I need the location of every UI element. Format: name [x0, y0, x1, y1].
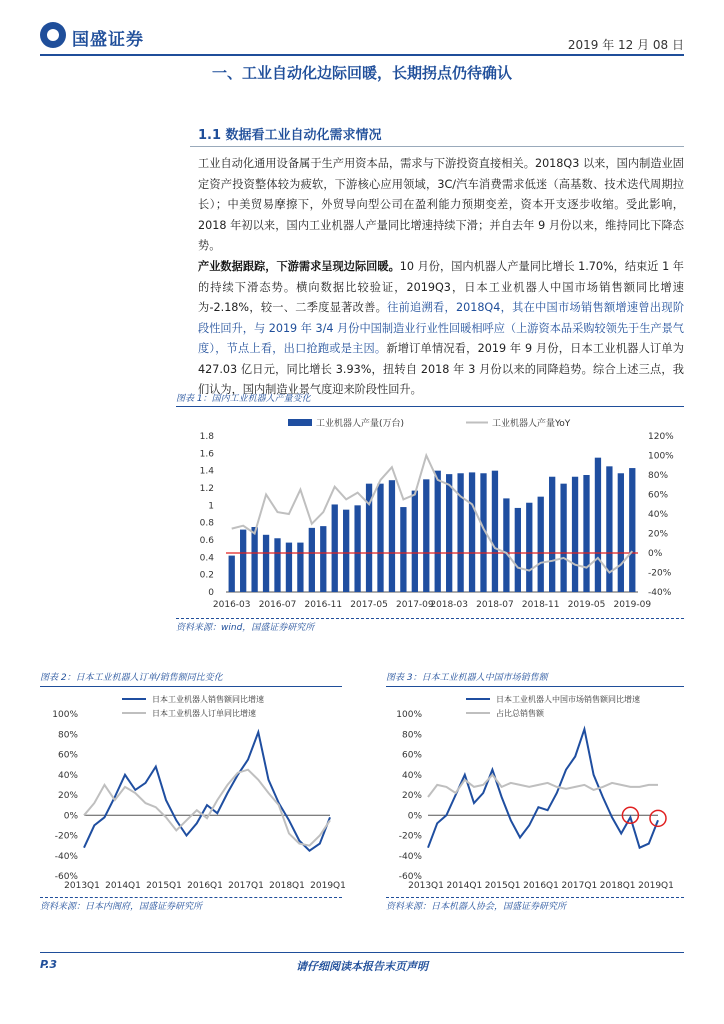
bar	[618, 473, 624, 592]
x-tick-label: 2017-05	[350, 600, 388, 610]
header-divider	[40, 54, 684, 56]
y-tick-label: -60%	[54, 872, 78, 882]
x-tick-label: 2018-07	[476, 600, 514, 610]
x-tick-label: 2013Q1	[64, 881, 100, 891]
x-tick-label: 2015Q1	[146, 881, 182, 891]
x-tick-label: 2016-11	[304, 600, 343, 610]
bar	[457, 473, 463, 592]
paragraph-2	[198, 257, 684, 401]
bar	[343, 510, 349, 592]
bar	[526, 503, 532, 592]
x-tick-label: 2018Q1	[599, 881, 636, 891]
y-left-tick-label: 0.6	[199, 536, 214, 546]
x-tick-label: 2016Q1	[523, 881, 559, 891]
x-tick-label: 2014Q1	[105, 881, 141, 891]
x-tick-label: 2017Q1	[228, 881, 264, 891]
bar	[629, 468, 635, 592]
y-left-tick-label: 1.4	[199, 466, 214, 477]
y-right-tick-label: 40%	[648, 510, 669, 520]
y-left-tick-label: 1.8	[199, 432, 214, 442]
fig2-chart	[40, 688, 346, 896]
fig3-source: 资料来源：日本机器人协会，国盛证券研究所	[386, 902, 567, 912]
bar	[377, 484, 383, 592]
series-line-2	[84, 770, 330, 846]
y-tick-label: 20%	[401, 791, 422, 801]
y-tick-label: -40%	[398, 851, 422, 862]
y-left-tick-label: 0.2	[199, 570, 214, 581]
bar	[354, 505, 360, 592]
y-tick-label: 40%	[401, 770, 422, 781]
bar	[583, 475, 589, 592]
y-tick-label: 0%	[63, 811, 78, 822]
x-tick-label: 2017-09	[396, 600, 434, 610]
fig3-chart	[386, 688, 684, 896]
highlight-circle	[650, 810, 666, 826]
legend-bar-label: 工业机器人产量(万台)	[316, 419, 405, 429]
bar	[400, 507, 406, 592]
y-tick-label: 100%	[396, 710, 422, 720]
bar	[309, 528, 315, 592]
footer-divider	[40, 952, 684, 953]
y-tick-label: 20%	[57, 791, 78, 801]
x-tick-label: 2016-07	[258, 600, 297, 610]
company-logo	[40, 20, 160, 52]
fig1-source: 资料来源：wind，国盛证券研究所	[176, 623, 315, 633]
x-tick-label: 2015Q1	[484, 881, 521, 891]
y-right-tick-label: -40%	[648, 588, 672, 598]
fig3-top-line	[386, 686, 684, 687]
bar	[229, 556, 235, 592]
y-left-tick-label: 1	[208, 501, 214, 512]
bar	[538, 497, 544, 592]
y-left-tick-label: 0.4	[199, 553, 214, 564]
bar	[423, 479, 429, 592]
bar	[286, 543, 292, 592]
fig3-bottom-line	[386, 897, 684, 898]
page-number: P.3	[40, 958, 58, 971]
y-tick-label: 80%	[57, 730, 78, 741]
x-tick-label: 2016-03	[212, 600, 251, 610]
y-tick-label: 60%	[401, 750, 422, 761]
bar	[549, 477, 555, 592]
fig2-title: 图表 2：日本工业机器人订单/销售额同比变化	[40, 673, 223, 683]
y-right-tick-label: 60%	[648, 490, 669, 501]
bar	[332, 504, 338, 592]
bar	[297, 543, 303, 592]
y-tick-label: 60%	[57, 750, 78, 761]
paragraph-2-part3: 新增订单情况看，2019 年 9 月份，日本工业机器人订单为 427.03 亿日元，同比增长 3.93%，扭转自 2018 年 3 月份以来的同降趋势。综合上述三点，我们认为，国内制造业景气度迎来阶段性回升。	[198, 342, 684, 396]
y-left-tick-label: 0.8	[199, 518, 214, 529]
bar	[389, 480, 395, 592]
y-right-tick-label: 120%	[648, 432, 674, 442]
y-left-tick-label: 0	[208, 588, 214, 598]
series-line-1	[428, 729, 658, 848]
y-right-tick-label: 80%	[648, 471, 669, 481]
x-tick-label: 2019Q1	[638, 881, 674, 891]
paragraph-2-lead: 产业数据跟踪，下游需求呈现边际回暖。	[198, 260, 400, 273]
legend-label-1: 日本工业机器人销售额同比增速	[152, 695, 264, 704]
fig1-chart	[176, 410, 684, 618]
bar	[560, 484, 566, 592]
y-tick-label: -20%	[54, 831, 78, 842]
legend-line-label: 工业机器人产量YoY	[492, 419, 571, 429]
y-right-tick-label: -20%	[648, 568, 672, 579]
paragraph-1: 工业自动化通用设备属于生产用资本品，需求与下游投资直接相关。2018Q3 以来，国内制造业固定资产投资整体较为疲软，下游核心应用领域，3C/汽车消费需求低迷（高基数、技术迭代周期拉长）；中美贸易摩擦下，外贸导向型公司在盈利能力预期变差，资本开支逐步收缩。受此影响，2018 年初以来，国内工业机器人产量同比增速持续下滑；并自去年 9 月份以来，维持同比下降态势。	[198, 157, 684, 252]
x-tick-label: 2018-11	[521, 600, 560, 610]
bar	[503, 498, 509, 592]
report-date: 2019 年 12 月 08 日	[567, 38, 684, 52]
section-title: 一、工业自动化边际回暖，长期拐点仍待确认	[211, 64, 512, 82]
bar	[446, 474, 452, 592]
bar	[595, 458, 601, 592]
y-left-tick-label: 1.2	[199, 484, 214, 494]
legend-label-1: 日本工业机器人中国市场销售额同比增速	[496, 695, 640, 704]
x-tick-label: 2016Q1	[187, 881, 223, 891]
bar	[274, 538, 280, 592]
x-tick-label: 2018Q1	[269, 881, 305, 891]
fig1-title: 图表 1：国内工业机器人产量变化	[176, 394, 311, 404]
paragraph-2-part2: 往前追溯看，2018Q4，其在中国市场销售额增速曾出现阶段性回升，与 2019 年 3/4 月份中国制造业行业性回暖相呼应（上游资本品采购较领先于生产景气度），节点上看，出口抢跑或是主因。	[198, 301, 685, 355]
legend-bar-swatch	[288, 419, 312, 426]
x-tick-label: 2019-05	[567, 600, 606, 610]
bar	[572, 477, 578, 592]
bar	[263, 535, 269, 592]
y-left-tick-label: 1.6	[199, 449, 214, 460]
fig1-top-line	[176, 406, 684, 407]
bar	[320, 526, 326, 592]
y-right-tick-label: 0%	[648, 549, 663, 559]
y-tick-label: 80%	[401, 730, 422, 741]
bar	[492, 471, 498, 592]
x-tick-label: 2019Q1	[310, 881, 346, 891]
subsection-title: 1.1 数据看工业自动化需求情况	[198, 128, 382, 143]
x-tick-label: 2017Q1	[561, 881, 598, 891]
y-tick-label: -60%	[398, 872, 422, 882]
fig2-top-line	[40, 686, 342, 687]
x-tick-label: 2018-03	[430, 600, 468, 610]
y-tick-label: -40%	[54, 851, 78, 862]
y-tick-label: 100%	[52, 710, 78, 720]
fig2-bottom-line	[40, 897, 342, 898]
legend-label-2: 日本工业机器人订单同比增速	[152, 709, 256, 718]
logo-icon	[40, 22, 66, 48]
y-right-tick-label: 100%	[648, 451, 674, 462]
footer-disclaimer: 请仔细阅读本报告末页声明	[296, 960, 428, 973]
x-tick-label: 2014Q1	[446, 881, 483, 891]
fig1-bottom-line	[176, 618, 684, 619]
legend-label-2: 占比总销售额	[496, 709, 544, 718]
y-tick-label: -20%	[398, 831, 422, 842]
bar	[240, 530, 246, 592]
x-tick-label: 2013Q1	[408, 881, 444, 891]
paragraph-2-part1: 10 月份，国内机器人产量同比增长 1.70%，结束近 1 年的持续下滑态势。横向数据比较验证，2019Q3，日本工业机器人中国市场销售额同比增速为-2.18%，较一、二季度显著改善。	[198, 260, 684, 314]
subsection-divider	[190, 146, 684, 147]
y-tick-label: 40%	[57, 770, 78, 781]
bar	[469, 472, 475, 592]
fig2-source: 资料来源：日本内阁府，国盛证券研究所	[40, 902, 203, 912]
y-tick-label: 0%	[407, 811, 422, 822]
bar	[251, 527, 257, 592]
x-tick-label: 2019-09	[613, 600, 652, 610]
bar	[412, 491, 418, 592]
bar	[435, 471, 441, 592]
logo-text: 国盛证券	[72, 30, 144, 50]
bar	[515, 508, 521, 592]
y-right-tick-label: 20%	[648, 529, 669, 540]
fig3-title: 图表 3：日本工业机器人中国市场销售额	[386, 673, 548, 683]
